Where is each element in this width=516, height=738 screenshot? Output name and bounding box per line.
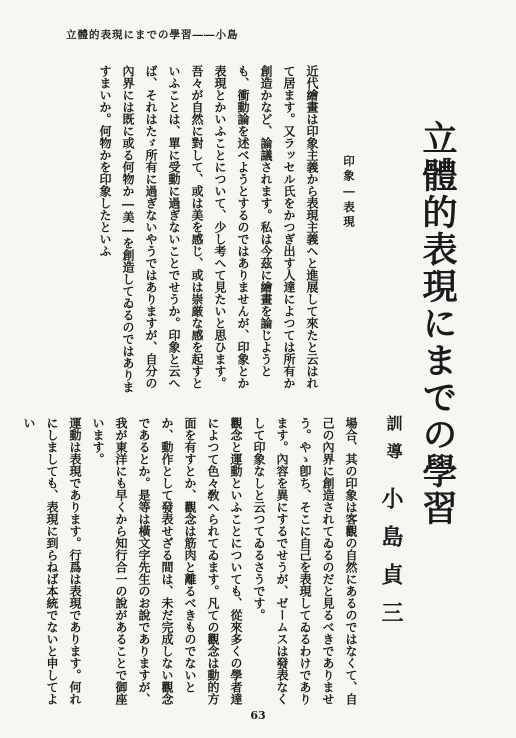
paragraph: 近代繪畫は印象主義から表現主義へと進展して來たと云はれて居ます。又ラッセル氏をかつぎ出す人達によつては所有か創造かなど、論議されます。私は今茲に繪畫を論じようとも、衝動論を述べようとするのではありませんが、印象とか表現とかいふことについて、少し考へて見たいと思ひます。 bbox=[213, 65, 319, 389]
paragraph: 觀念と運動といふことについても、從來多くの學者達によつて色々敎へられてゐます。凡ての觀念は動的方面を有すとか、觀念は筋肉と離るべきものでないとか、動作として發表せざる間は、未だ完成しない觀念であるとか。是等は橫文字先生のお說でありますが、我が東洋にも早くから知行合一の說があることで御座います。 bbox=[91, 417, 243, 705]
author-role: 訓導 bbox=[384, 415, 403, 471]
page-number: 63 bbox=[250, 709, 266, 722]
paragraph: 吾々が自然に對して、或は美を感じ、或は崇厳な感を起すといふことは、單に受動に過ぎないことでせうか。印象と云へば、それはたゞ所有に過ぎないやうではありますが、自分の內界には既に或る何物か―美―を創造してゐるのではありますまいか。何物かを印象したといふ bbox=[98, 65, 204, 393]
body-text-lower bbox=[22, 417, 362, 705]
section-subtitle: 印象―表現 bbox=[342, 155, 356, 230]
body-text-upper bbox=[58, 65, 323, 397]
author-byline bbox=[376, 415, 408, 645]
paragraph: 場合、其の印象は客觀の自然にあるのではなくて、自己の內界に創造されてゐるのだと見るべきでありませう。やゝ卽ち、そこに自己を表現してゐるわけであります。內容を異にするでせうが、ゼームスは發表なくして印象なしと云つてゐるさうです。 bbox=[252, 417, 358, 705]
author-name: 小島貞三 bbox=[378, 487, 404, 639]
paragraph: 運動は表現であります。行爲は表現であります。何れにしましても、表現に到らねば本統でないと申してよい bbox=[22, 417, 82, 705]
running-header: 立體的表現にまでの學習――小島 bbox=[66, 29, 239, 41]
page-title: 立體的表現にまでの學習 bbox=[417, 120, 458, 527]
